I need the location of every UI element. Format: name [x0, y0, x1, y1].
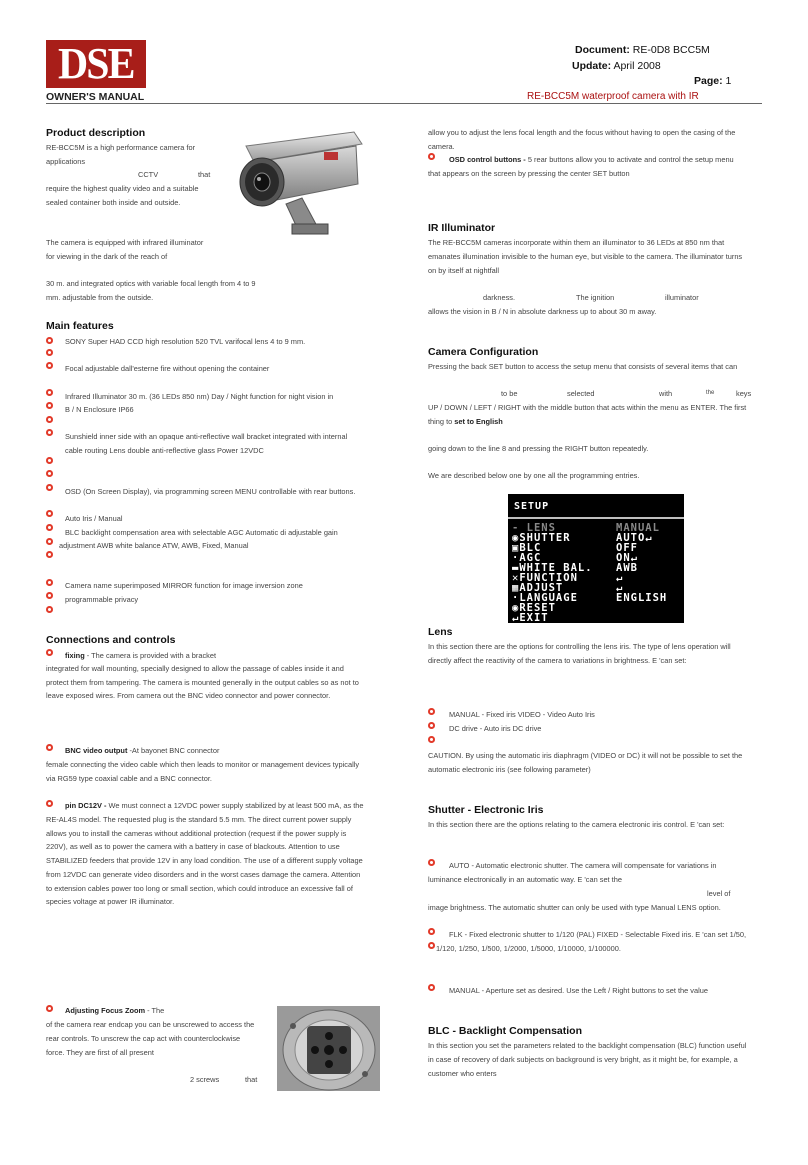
fixing-text: protect them from tampering. The camera is mounted generally in the output cables so as not to: [46, 678, 359, 687]
setup-row-language: ·LANGUAGE: [512, 592, 578, 604]
bullet-icon: [46, 484, 53, 491]
pin-text: 220V), as well as to power the camera with a battery in case of blackouts. Attention to use: [46, 842, 340, 851]
feature-item: B / N Enclosure IP66: [65, 405, 134, 414]
setup-row-lens: - LENS: [512, 522, 556, 534]
lens-option: MANUAL - Fixed iris VIDEO - Video Auto Iris: [449, 710, 595, 719]
bullet-icon: [46, 606, 53, 613]
bullet-icon: [46, 470, 53, 477]
pin-text: pin DC12V - We must connect a 12VDC power supply stabilized by at least 500 mA, as the: [65, 801, 364, 810]
focus-text: 2 screws: [190, 1075, 220, 1084]
bullet-icon: [428, 153, 435, 160]
rear-endcap-photo: [277, 1006, 380, 1091]
feature-item: Auto Iris / Manual: [65, 514, 123, 523]
shutter-auto: image brightness. The automatic shutter can only be used with type Manual LENS option.: [428, 903, 721, 912]
pin-text: allows you to install the cameras without additional protection (request if the power supply is: [46, 829, 347, 838]
owners-manual-label: OWNER'S MANUAL: [46, 91, 145, 103]
focus-text: of the camera rear endcap you can be unscrewed to access the: [46, 1020, 255, 1029]
focus-text: force. They are first of all present: [46, 1048, 154, 1057]
shutter-manual: MANUAL - Aperture set as desired. Use the Left / Right buttons to set the value: [449, 986, 708, 995]
setup-value-adjust: ↵: [616, 582, 624, 594]
lens-caution: automatic electronic iris (see following parameter): [428, 765, 591, 774]
bullet-icon: [46, 592, 53, 599]
bullet-icon: [428, 736, 435, 743]
pin-text: RE-AL4S model. The requested plug is the standard 5.5 mm. The direct current power supply: [46, 815, 352, 824]
focus-text: rear controls. To unscrew the cap act with counterclockwise: [46, 1034, 241, 1043]
setup-menu-screen: [508, 494, 684, 623]
feature-item: Sunshield inner side with an opaque anti-reflective wall bracket integrated with internal: [65, 432, 348, 441]
setup-row-shutter: ◉SHUTTER: [512, 532, 571, 544]
blc-text: customer who enters: [428, 1069, 497, 1078]
bnc-text: via RG59 type coaxial cable and a BNC connector.: [46, 774, 212, 783]
bullet-icon: [428, 708, 435, 715]
product-text: 30 m. and integrated optics with variable focal length from 4 to 9: [46, 279, 256, 288]
setup-row-white-bal: ▬WHITE BAL.: [512, 562, 593, 574]
config-text: the: [706, 390, 715, 396]
bullet-icon: [46, 337, 53, 344]
bullet-icon: [46, 457, 53, 464]
fixing-text: fixing - The camera is provided with a bracket: [65, 651, 217, 660]
shutter-heading: Shutter - Electronic Iris: [428, 804, 544, 816]
shutter-flk: FLK - Fixed electronic shutter to 1/120 (PAL) FIXED - Selectable Fixed iris. E 'can set 1/50,: [449, 930, 747, 939]
bullet-icon: [428, 859, 435, 866]
bullet-icon: [46, 402, 53, 409]
config-text: selected: [567, 389, 595, 398]
lens-option: DC drive - Auto iris DC drive: [449, 724, 542, 733]
feature-item: BLC backlight compensation area with selectable AGC Automatic di adjustable gain: [65, 528, 338, 537]
pin-text: STABILIZED feeders that provide 12V in any load condition. The use of a different supply voltage: [46, 856, 363, 865]
fixing-text: leave exposed wires. From camera out the BNC video connector and power connector.: [46, 691, 331, 700]
ir-text: The ignition: [576, 293, 615, 302]
feature-item: Infrared Illuminator 30 m. (36 LEDs 850 nm) Day / Night function for night vision in: [65, 392, 334, 401]
config-text: UP / DOWN / LEFT / RIGHT with the middle button that acts within the menu as ENTER. The first: [428, 403, 747, 412]
focus-text: that: [245, 1075, 258, 1084]
bullet-icon: [428, 984, 435, 991]
shutter-text: In this section there are the options relating to the camera electronic iris control. E 'can set:: [428, 820, 725, 829]
bullet-icon: [46, 1005, 53, 1012]
main-features-heading: Main features: [46, 320, 114, 332]
bullet-icon: [46, 538, 53, 545]
config-text: keys: [736, 389, 752, 398]
feature-item: programmable privacy: [65, 595, 139, 604]
lens-heading: Lens: [428, 626, 453, 638]
setup-value-lens: MANUAL: [616, 522, 660, 534]
shutter-auto: luminance electronically in an automatic way. E 'can set the: [428, 875, 622, 884]
pin-text: to extension cables power too long or small section, which could introduce an excessive fall of: [46, 884, 353, 893]
setup-value-agc: ON↵: [616, 552, 638, 564]
connections-heading: Connections and controls: [46, 634, 176, 646]
page-number: Page: 1: [694, 75, 732, 87]
product-text: for viewing in the dark of the reach of: [46, 252, 168, 261]
shutter-auto: level of: [707, 889, 731, 898]
doc-subtitle: RE-BCC5M waterproof camera with IR: [527, 91, 699, 102]
ir-text: allows the vision in B / N in absolute darkness up to about 30 m away.: [428, 307, 657, 316]
intro-text: allow you to adjust the lens focal length and the focus without having to open the casing of the: [428, 128, 736, 137]
intro-text: camera.: [428, 142, 455, 151]
bullet-icon: [46, 800, 53, 807]
setup-row-function: ✕FUNCTION: [512, 572, 578, 584]
bnc-text: BNC video output -At bayonet BNC connector: [65, 746, 220, 755]
setup-row-blc: ▣BLC: [512, 542, 542, 554]
bullet-icon: [46, 744, 53, 751]
feature-item: Camera name superimposed MIRROR function for image inversion zone: [65, 581, 303, 590]
feature-item: OSD (On Screen Display), via programming screen MENU controllable with rear buttons.: [65, 487, 356, 496]
feature-item: cable routing Lens double anti-reflective glass Power 12VDC: [65, 446, 264, 455]
config-text: with: [659, 389, 673, 398]
shutter-auto: AUTO - Automatic electronic shutter. The camera will compensate for variations in: [449, 861, 717, 870]
bullet-icon: [46, 510, 53, 517]
update-date: Update: April 2008: [572, 60, 661, 72]
pin-text: species voltage at power IR illuminator.: [46, 897, 175, 906]
product-text: sealed container both inside and outside.: [46, 198, 181, 207]
bullet-icon: [46, 416, 53, 423]
product-text: The camera is equipped with infrared illuminator: [46, 238, 204, 247]
header-divider: [46, 103, 762, 104]
lens-caution: CAUTION. By using the automatic iris diaphragm (VIDEO or DC) it will not be possible to set the: [428, 751, 743, 760]
feature-item: Focal adjustable dall'esterne fire without opening the container: [65, 364, 270, 373]
product-text: applications: [46, 157, 86, 166]
feature-item: adjustment AWB white balance ATW, AWB, Fixed, Manual: [59, 541, 249, 550]
fixing-text: integrated for wall mounting, specially designed to allow the passage of cables inside it and: [46, 664, 344, 673]
camera-photo: [226, 124, 366, 238]
osd-buttons-text: OSD control buttons - 5 rear buttons allow you to activate and control the setup menu: [449, 155, 734, 164]
bullet-icon: [46, 649, 53, 656]
setup-value-blc: OFF: [616, 542, 638, 554]
setup-title: SETUP: [514, 501, 550, 512]
setup-row-agc: ·AGC: [512, 552, 542, 564]
shutter-flk: 1/120, 1/250, 1/500, 1/2000, 1/5000, 1/10000, 1/100000.: [436, 944, 621, 953]
bnc-text: female connecting the video cable which then leads to monitor or management devices typically: [46, 760, 360, 769]
bullet-icon: [46, 349, 53, 356]
setup-row-adjust: ▦ADJUST: [512, 582, 564, 594]
product-text: mm. adjustable from the outside.: [46, 293, 154, 302]
pin-text: from 12VDC can generate video disorders and in the worst cases damage the camera. Attention: [46, 870, 361, 879]
ir-text: darkness.: [483, 293, 516, 302]
config-text: going down to the line 8 and pressing the RIGHT button repeatedly.: [428, 444, 649, 453]
config-text: We are described below one by one all the programming entries.: [428, 471, 640, 480]
setup-value-language: ENGLISH: [616, 592, 668, 604]
bullet-icon: [46, 362, 53, 369]
setup-value-function: ↵: [616, 572, 624, 584]
ir-illuminator-heading: IR Illuminator: [428, 222, 496, 234]
document-id: Document: RE-0D8 BCC5M: [575, 44, 710, 56]
product-description-heading: Product description: [46, 127, 146, 139]
bullet-icon: [428, 928, 435, 935]
config-text: Pressing the back SET button to access the setup menu that consists of several items that can: [428, 362, 738, 371]
product-text: that: [198, 170, 211, 179]
blc-heading: BLC - Backlight Compensation: [428, 1025, 583, 1037]
setup-row-reset: ◉RESET: [512, 602, 556, 614]
bullet-icon: [46, 429, 53, 436]
product-text: RE-BCC5M is a high performance camera for: [46, 143, 196, 152]
config-text: to be: [501, 389, 518, 398]
bullet-icon: [428, 942, 435, 949]
feature-item: SONY Super HAD CCD high resolution 520 TVL varifocal lens 4 to 9 mm.: [65, 337, 306, 346]
bullet-icon: [428, 722, 435, 729]
dse-logo: DSE: [46, 40, 146, 88]
focus-text: Adjusting Focus Zoom - The: [65, 1006, 165, 1015]
bullet-icon: [46, 579, 53, 586]
product-text: CCTV: [138, 170, 159, 179]
ir-text: on by itself at nightfall: [428, 266, 500, 275]
bullet-icon: [46, 389, 53, 396]
lens-text: In this section there are the options for controlling the lens iris. The type of lens operation will: [428, 642, 731, 651]
config-text: thing to set to English: [428, 417, 503, 426]
camera-configuration-heading: Camera Configuration: [428, 346, 539, 358]
ir-text: The RE-BCC5M cameras incorporate within them an illuminator to 36 LEDs at 850 nm that: [428, 238, 725, 247]
setup-value-shutter: AUTO↵: [616, 532, 653, 544]
lens-text: directly affect the reactivity of the camera to variations in brightness. E 'can set:: [428, 656, 687, 665]
osd-buttons-text: that appears on the screen by pressing the center SET button: [428, 169, 630, 178]
ir-text: emanates illumination invisible to the human eye, but visible to the camera. The illuminator turns: [428, 252, 743, 261]
setup-divider: [508, 517, 684, 519]
setup-value-white-bal: AWB: [616, 562, 638, 574]
blc-text: In this section you set the parameters related to the backlight compensation (BLC) function useful: [428, 1041, 747, 1050]
setup-row-exit: ↵EXIT: [512, 612, 549, 624]
bullet-icon: [46, 524, 53, 531]
product-text: require the highest quality video and a suitable: [46, 184, 199, 193]
blc-text: in case of recovery of dark subjects on background is very bright, as it might be, for example, a: [428, 1055, 738, 1064]
bullet-icon: [46, 551, 53, 558]
ir-text: illuminator: [665, 293, 699, 302]
